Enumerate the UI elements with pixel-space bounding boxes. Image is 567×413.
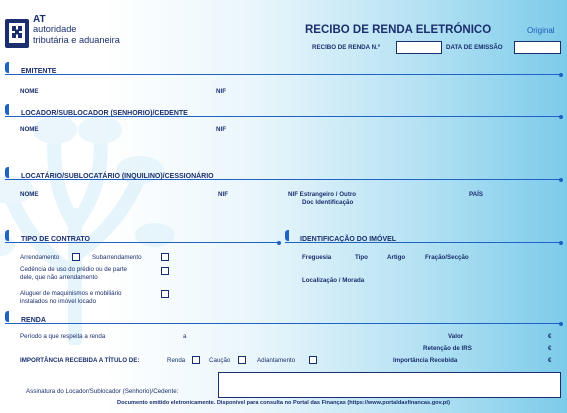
- data-emissao-field[interactable]: [514, 41, 561, 54]
- retencao-euro: €: [548, 345, 552, 352]
- periodo-a-label: a: [183, 333, 187, 340]
- assinatura-field[interactable]: [218, 372, 561, 398]
- footer-text: Documento emitido eletronicamente. Disponível para consulta no Portal das Finanças (https://www.portaldasfinancas.gov.pt): [117, 400, 450, 406]
- portugal-coat-of-arms-logo: [4, 18, 30, 49]
- section-title-imovel: IDENTIFICAÇÃO DO IMÓVEL: [300, 236, 397, 243]
- adiantamento-option-label: Adiantamento: [257, 357, 296, 364]
- tipo-label: Tipo: [355, 254, 368, 261]
- section-title-locador: LOCADOR/SUBLOCADOR (SENHORIO)/CEDENTE: [21, 110, 188, 117]
- fracao-label: Fração/Secção: [425, 254, 469, 261]
- cedencia-label-line2: dele, que não arrendamento: [20, 274, 98, 281]
- locador-nif-label: NIF: [216, 126, 226, 133]
- section-title-tipo-contrato: TIPO DE CONTRATO: [21, 236, 90, 243]
- page-title: RECIBO DE RENDA ELETRÓNICO: [305, 24, 492, 36]
- locador-nome-label: NOME: [20, 126, 39, 133]
- section-divider-renda: [5, 316, 561, 324]
- section-title-locatario: LOCATÁRIO/SUBLOCATÁRIO (INQUILINO)/CESSIONÁRIO: [21, 173, 214, 180]
- subarrendamento-label: Subarrendamento: [92, 254, 142, 261]
- locatario-nif-estrangeiro-label: NIF Estrangeiro / Outro: [288, 191, 357, 198]
- assinatura-label: Assinatura do Locador/Sublocador (Senhorio)/Cedente:: [26, 388, 179, 395]
- original-label: Original: [527, 26, 555, 35]
- freguesia-label: Freguesia: [302, 254, 332, 261]
- emitente-nome-label: NOME: [20, 88, 39, 95]
- data-emissao-label: DATA DE EMISSÃO: [446, 44, 503, 51]
- aluguer-checkbox[interactable]: [161, 290, 169, 298]
- subarrendamento-checkbox[interactable]: [161, 253, 169, 261]
- recibo-number-label: RECIBO DE RENDA N.º: [312, 44, 381, 51]
- adiantamento-option-checkbox[interactable]: [309, 356, 317, 364]
- valor-euro: €: [548, 333, 552, 340]
- artigo-label: Artigo: [387, 254, 406, 261]
- cedencia-checkbox[interactable]: [161, 267, 169, 275]
- aluguer-label-line1: Aluguer de maquinismos e mobiliário: [20, 290, 122, 297]
- section-title-renda: RENDA: [21, 317, 46, 324]
- section-title-emitente: EMITENTE: [21, 68, 57, 75]
- arrendamento-label: Arrendamento: [20, 254, 60, 261]
- locatario-doc-identificacao-label: Doc Identificação: [302, 199, 354, 206]
- locatario-nome-label: NOME: [20, 191, 39, 198]
- arrendamento-checkbox[interactable]: [72, 253, 80, 261]
- importancia-recebida-euro: €: [548, 357, 552, 364]
- logo-line2: tributária e aduaneira: [33, 35, 120, 45]
- retencao-label: Retenção de IRS: [423, 345, 472, 352]
- logo-line1: autoridade: [33, 24, 77, 34]
- section-divider-emitente: [5, 67, 561, 75]
- importancia-titulo-label: IMPORTÂNCIA RECEBIDA A TÍTULO DE:: [20, 357, 140, 364]
- aluguer-label-line2: instalados no imóvel locado: [20, 298, 97, 305]
- periodo-label: Período a que respeita a renda: [20, 333, 106, 340]
- locatario-nif-label: NIF: [218, 191, 228, 198]
- localizacao-label: Localização / Morada: [302, 277, 365, 284]
- cedencia-label-line1: Cedência de uso do prédio ou de parte: [20, 266, 127, 273]
- emitente-nif-label: NIF: [216, 88, 226, 95]
- caucao-option-label: Caução: [209, 357, 231, 364]
- caucao-option-checkbox[interactable]: [238, 356, 246, 364]
- locatario-pais-label: PAÍS: [469, 191, 483, 198]
- renda-option-checkbox[interactable]: [192, 356, 200, 364]
- importancia-recebida-label: Importância Recebida: [393, 357, 458, 364]
- recibo-number-field[interactable]: [396, 41, 442, 54]
- valor-label: Valor: [448, 333, 464, 340]
- renda-option-label: Renda: [167, 357, 186, 364]
- logo-at: AT: [33, 14, 46, 25]
